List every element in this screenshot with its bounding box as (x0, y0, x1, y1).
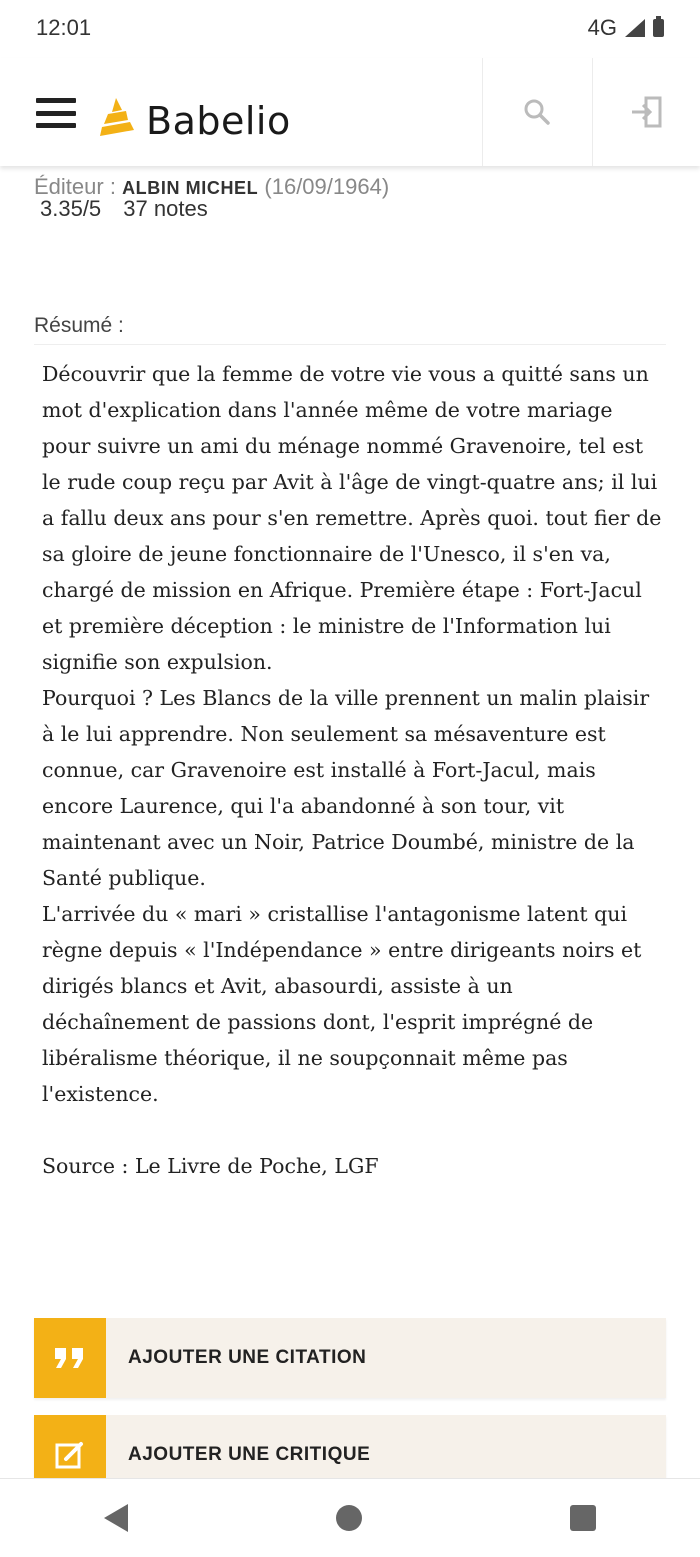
status-indicators (588, 15, 664, 41)
signal-icon (625, 19, 645, 37)
resume-label: Résumé : (34, 314, 124, 337)
resume-source: Source : Le Livre de Poche, LGF (42, 1154, 379, 1178)
resume-text (42, 356, 666, 1184)
editor-label: Éditeur : (34, 174, 116, 199)
editor-name[interactable]: ALBIN MICHEL (122, 178, 259, 198)
search-icon (523, 98, 551, 126)
rating-line (40, 196, 208, 222)
add-critique-label: AJOUTER UNE CRITIQUE (128, 1444, 371, 1465)
network-type: 4G (587, 15, 617, 40)
search-button[interactable] (482, 58, 591, 166)
battery-icon (653, 19, 664, 37)
app-header (0, 58, 700, 166)
login-button[interactable] (592, 58, 700, 166)
status-bar (0, 0, 700, 56)
login-icon (630, 95, 664, 129)
recents-icon[interactable] (570, 1505, 596, 1531)
back-icon[interactable] (104, 1504, 128, 1532)
babelio-logo-icon (98, 96, 138, 142)
notes-count[interactable]: 37 notes (123, 196, 208, 221)
divider (34, 344, 666, 345)
babelio-logo[interactable] (98, 86, 291, 142)
logo-text: Babelio (146, 99, 291, 143)
resume-paragraph: L'arrivée du « mari » cristallise l'antagonisme latent qui règne depuis « l'Indépendance » entre dirigeants noirs et dirigés blancs et Avit, abasourdi, assiste à un déchaînement de passions dont, l'esprit imprégné de libéralisme théorique, il ne soupçonnait même pas l'existence. (42, 902, 642, 1106)
menu-icon[interactable] (36, 98, 76, 128)
system-nav-bar (0, 1478, 700, 1557)
resume-paragraph: Pourquoi ? Les Blancs de la ville prennent un malin plaisir à le lui apprendre. Non seulement sa mésaventure est connue, car Gravenoire est installé à Fort-Jacul, mais encore Laurence, qui l'a abandonné à son tour, vit maintenant avec un Noir, Patrice Doumbé, ministre de la Santé publique. (42, 686, 650, 890)
status-time: 12:01 (36, 15, 92, 40)
add-citation-label: AJOUTER UNE CITATION (128, 1347, 367, 1368)
editor-date: (16/09/1964) (264, 174, 390, 199)
rating-value: 3.35/5 (40, 196, 102, 221)
home-icon[interactable] (336, 1505, 362, 1531)
quote-icon (34, 1318, 106, 1398)
add-citation-button[interactable] (34, 1318, 666, 1398)
resume-paragraph: Découvrir que la femme de votre vie vous a quitté sans un mot d'explication dans l'année même de votre mariage pour suivre un ami du ménage nommé Gravenoire, tel est le rude coup reçu par Avit à l'âge de vingt-quatre ans; il lui a fallu deux ans pour s'en remettre. Après quoi. tout fier de sa gloire de jeune fonctionnaire de l'Unesco, il s'en va, chargé de mission en Afrique. Première étape : Fort-Jacul et première déception : le ministre de l'Information lui signifie son expulsion. (42, 362, 662, 674)
